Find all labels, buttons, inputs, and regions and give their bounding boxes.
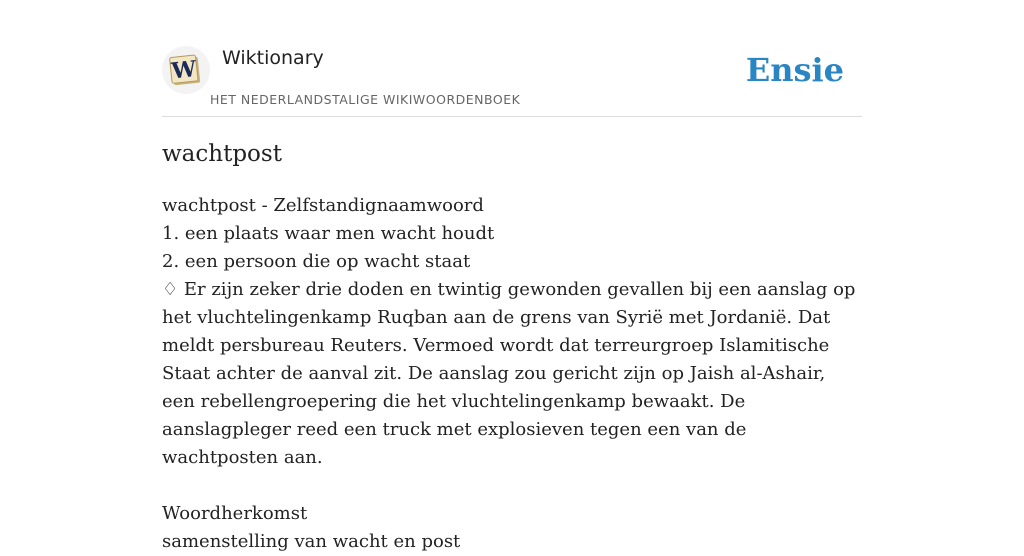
site-tagline: HET NEDERLANDSTALIGE WIKIWOORDENBOEK <box>210 92 521 107</box>
ensie-brand-link[interactable]: Ensie <box>745 51 844 89</box>
content-container <box>162 0 862 552</box>
wiktionary-logo-icon[interactable] <box>162 46 210 94</box>
etymology-text: samenstelling van wacht en post <box>162 531 461 552</box>
entry-heading: wachtpost - Zelfstandignaamwoord <box>162 195 484 216</box>
definition-2: 2. een persoon die op wacht staat <box>162 251 471 272</box>
page-title: wachtpost <box>162 141 282 167</box>
site-header <box>162 0 862 117</box>
spacer <box>162 472 862 500</box>
logo-letter: W <box>170 55 198 85</box>
site-name[interactable]: Wiktionary <box>222 47 324 69</box>
entry-body <box>162 192 862 556</box>
etymology-heading: Woordherkomst <box>162 503 308 524</box>
definition-1: 1. een plaats waar men wacht houdt <box>162 223 495 244</box>
usage-example: ♢ Er zijn zeker drie doden en twintig gewonden gevallen bij een aanslag op het vluchtelingenkamp Ruqban aan de grens van Syrië met Jordanië. Dat meldt persbureau Reuters. Vermoed wordt dat terreurgroep Islamitische Staat achter de aanval zit. De aanslag zou gericht zijn op Jaish al-Ashair, een rebellengroepering die het vluchtelingenkamp bewaakt. De aanslagpleger reed een truck met explosieven tegen een van de wachtposten aan. <box>162 279 856 468</box>
